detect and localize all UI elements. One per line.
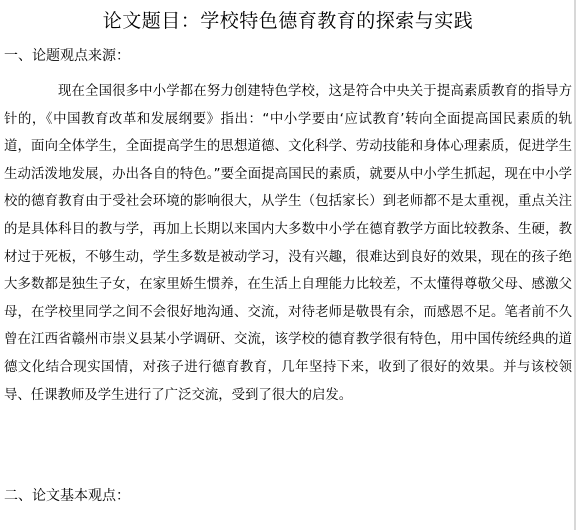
section-heading-1: 一、论题观点来源： bbox=[4, 48, 130, 64]
document-title: 论文题目：学校特色德育教育的探索与实践 bbox=[102, 10, 474, 32]
section-1-paragraph: 现在全国很多中小学都在努力创建特色学校，这是符合中央关于提高素质教育的指导方针的，《中国教育改革和发展纲要》指出：“中小学要由‘应试教育’转向全面提高国民素质的轨道，面向全体学生，全面提高学生的思想道德、文化科学、劳动技能和身体心理素质，促进学生生动活泼地发展，办出各自的特色。”要全面提高国民的素质，就要从中小学生抓起，现在中小学校的德育教育由于受社会环境的影响很大，从学生（包括家长）到老师都不是太重视，重点关注的是具体科目的教与学，再加上长期以来国内大多数中小学在德育教学方面比较教条、生硬，教材过于死板，不够生动，学生多数是被动学习，没有兴趣，很难达到良好的效果，现在的孩子绝大多数都是独生子女，在家里娇生惯养，在生活上自理能力比较差，不太懂得尊敬父母、感激父母，在学校里同学之间不会很好地沟通、交流，对待老师是敬畏有余，而感恩不足。笔者前不久曾在江西省赣州市崇义县某小学调研、交流，该学校的德育教学很有特色，用中国传统经典的道德文化结合现实国情，对孩子进行德育教育，几年坚持下来，收到了很好的效果。并与该校领导、任课教师及学生进行了广泛交流，受到了很大的启发。 bbox=[4, 84, 572, 403]
section-heading-2: 二、论文基本观点： bbox=[4, 488, 130, 504]
